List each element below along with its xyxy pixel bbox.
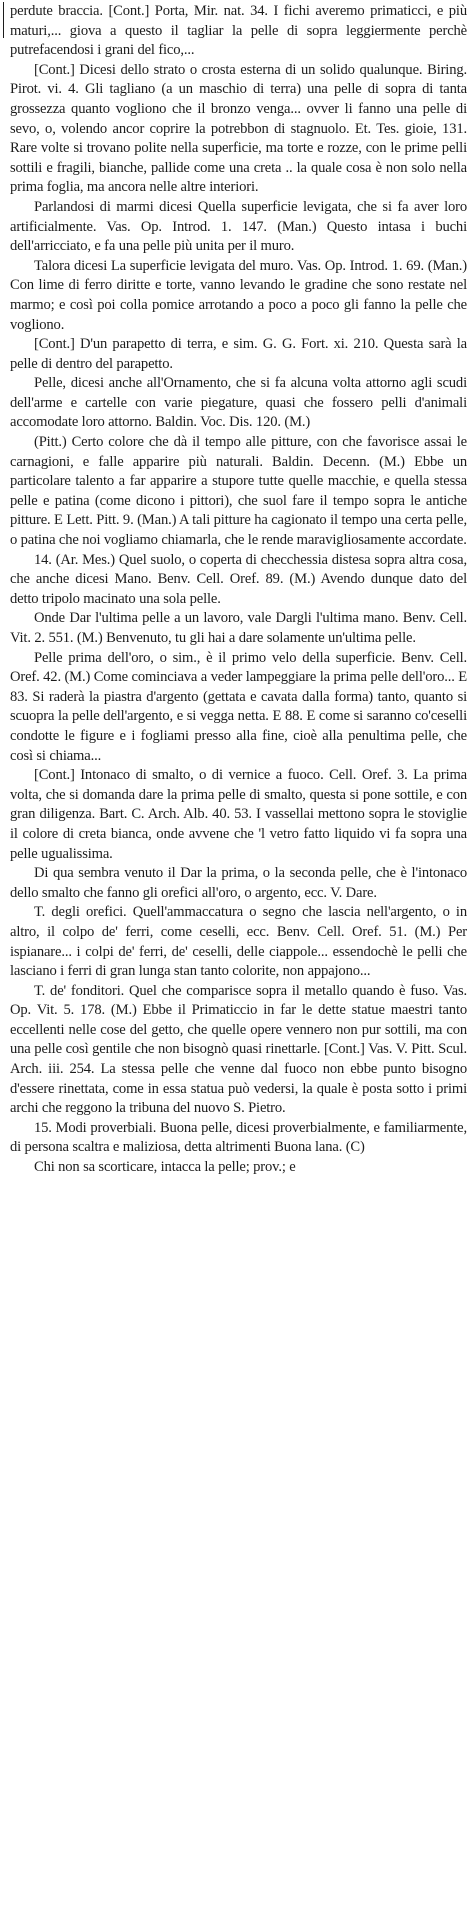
paragraph-seconda-pelle: Di qua sembra venuto il Dar la prima, o la seconda pelle, che è l'intonaco dello smalto che fanno gli orefici all'oro, o argento, ecc. V. Dare. (10, 865, 467, 901)
paragraph-smalto: [Cont.] Intonaco di smalto, o di vernice a fuoco. Cell. Oref. 3. La prima volta, che si domanda dare la prima pelle di smalto, questa si pone sottile, e con gran diligenza. Bart. C. Arch. Alb. 40. 53. I vassellai mettono sopra le stoviglie il colore di creta bianca, onde avvene che 'l vetro fatto liquido vi fa sopra una pelle ugualissima. (10, 767, 467, 862)
paragraph-fonditori: T. de' fonditori. Quel che comparisce sopra il metallo quando è fuso. Vas. Op. Vit. 5. 178. (M.) Ebbe il Primaticcio in far le dette statue maestri tanto eccellenti nelle cose del getto, che quelle opere vennero non pur sottili, ma con una pelle così gentile che non bisognò quasi rinettarle. [Cont.] Vas. V. Pitt. Scul. Arch. iii. 254. La stessa pelle che venne dal fuoco non ebbe punto bisogno d'essere rinettata, come in essa statua può vedersi, la quale è posta sotto i primi archi che reggono la tribuna del nuovo S. Pietro. (10, 982, 467, 1117)
paragraph-pittura: (Pitt.) Certo colore che dà il tempo alle pitture, con che favorisce assai le carnagioni, e falle apparire più naturali. Baldin. Decenn. (M.) Ebbe un particolare talento a far apparire a stupore tutte quelle macchie, e quella stessa pelle e patina (come dicono i pittori), che suol fare il tempo sopra le antiche pitture. E Lett. Pitt. 9. (Man.) A tali pitture ha cagionato il tempo una certa pelle, o patina che noi vogliamo chiamarla, che le rende maravigliosamente accordate. (10, 434, 467, 549)
paragraph-sense-14: 14. (Ar. Mes.) Quel suolo, o coperta di checchessia distesa sopra altra cosa, che anche dicesi Mano. Benv. Cell. Oref. 89. (M.) Avendo dunque dato del detto tripolo macinato una sola pelle. (10, 551, 467, 607)
paragraph-ornamento: Pelle, dicesi anche all'Ornamento, che si fa alcuna volta attorno agli scudi dell'arme e cartelle con varie piegature, quasi che fossero pelli d'animali accomodate loro attorno. Baldin. Voc. Dis. 120. (M.) (10, 375, 467, 431)
paragraph-sense-15: 15. Modi proverbiali. Buona pelle, dicesi proverbialmente, e familiarmente, di persona scaltra e maliziosa, detta altrimenti Buona lana. (C) (10, 1119, 467, 1156)
margin-rule (3, 2, 4, 38)
paragraph-strato-crosta: [Cont.] Dicesi dello strato o crosta esterna di un solido qualunque. Biring. Pirot. vi. 4. Gli tagliano (a un maschio di terra) una pelle di sopra di tanta grossezza quanto vogliono che il bronzo venga... ovver li fanno una pelle di sevo, o, volendo ancor coprire la potrebbon di stagnuolo. Et. Tes. gioie, 131. Rare volte si trovano polite nella superficie, ma torte e rozze, con le prime pelli sottili e fragili, bianche, pallide come una creta .. la quale cosa è non solo nella prima foglia, ma ancora nelle altre interiori. (10, 61, 467, 196)
paragraph-parapetto: [Cont.] D'un parapetto di terra, e sim. G. G. Fort. xi. 210. Questa sarà la pelle di dentro del parapetto. (10, 336, 467, 372)
paragraph-ultima-pelle: Onde Dar l'ultima pelle a un lavoro, vale Dargli l'ultima mano. Benv. Cell. Vit. 2. 551. (M.) Benvenuto, tu gli hai a dare solamente un'ultima pelle. (10, 610, 467, 646)
paragraph-continuation: perdute braccia. [Cont.] Porta, Mir. nat. 34. I fichi averemo primaticci, e più maturi,... giova a questo il tagliar la pelle di sopra leggiermente perchè putrefacendosi i grani del fico,... (10, 3, 467, 59)
paragraph-marmi: Parlandosi di marmi dicesi Quella superficie levigata, che si fa aver loro artificialmente. Vas. Op. Introd. 1. 147. (Man.) Questo intasa i buchi dell'arricciato, e fa una pelle più unita per il muro. (10, 198, 467, 255)
paragraph-pelle-prima-oro: Pelle prima dell'oro, o sim., è il primo velo della superficie. Benv. Cell. Oref. 42. (M.) Come cominciava a veder lampeggiare la prima pelle dell'oro... E 83. Si raderà la piastra d'argento (gettata e cavata dalla forma) tanto, quanto si scuopra la pelle dell'argento, e si vegga netta. E 88. E come si saranno co'ceselli condotte le figure e i fogliami presso alla fine, cioè alla penultima pelle, che così si chiama... (10, 649, 467, 764)
paragraph-muro: Talora dicesi La superficie levigata del muro. Vas. Op. Introd. 1. 69. (Man.) Con lime di ferro diritte e torte, vanno levando le gradine che sono restate nel marmo; e così poi colla pomice arrotando a poco a poco gli fanno la pelle che vogliono. (10, 257, 467, 333)
paragraph-orefici: T. degli orefici. Quell'ammaccatura o segno che lascia nell'argento, o in altro, il colpo de' ferri, come ceselli, ecc. Benv. Cell. Oref. 51. (M.) Per ispianare... i colpi de' ferri, de' ceselli, delle ciappole... essendochè le pelli che lasciano i ferri di gran lunga stan tanto colorite, non appajono... (10, 904, 467, 980)
paragraph-proverbio: Chi non sa scorticare, intacca la pelle; prov.; e (34, 1159, 296, 1176)
